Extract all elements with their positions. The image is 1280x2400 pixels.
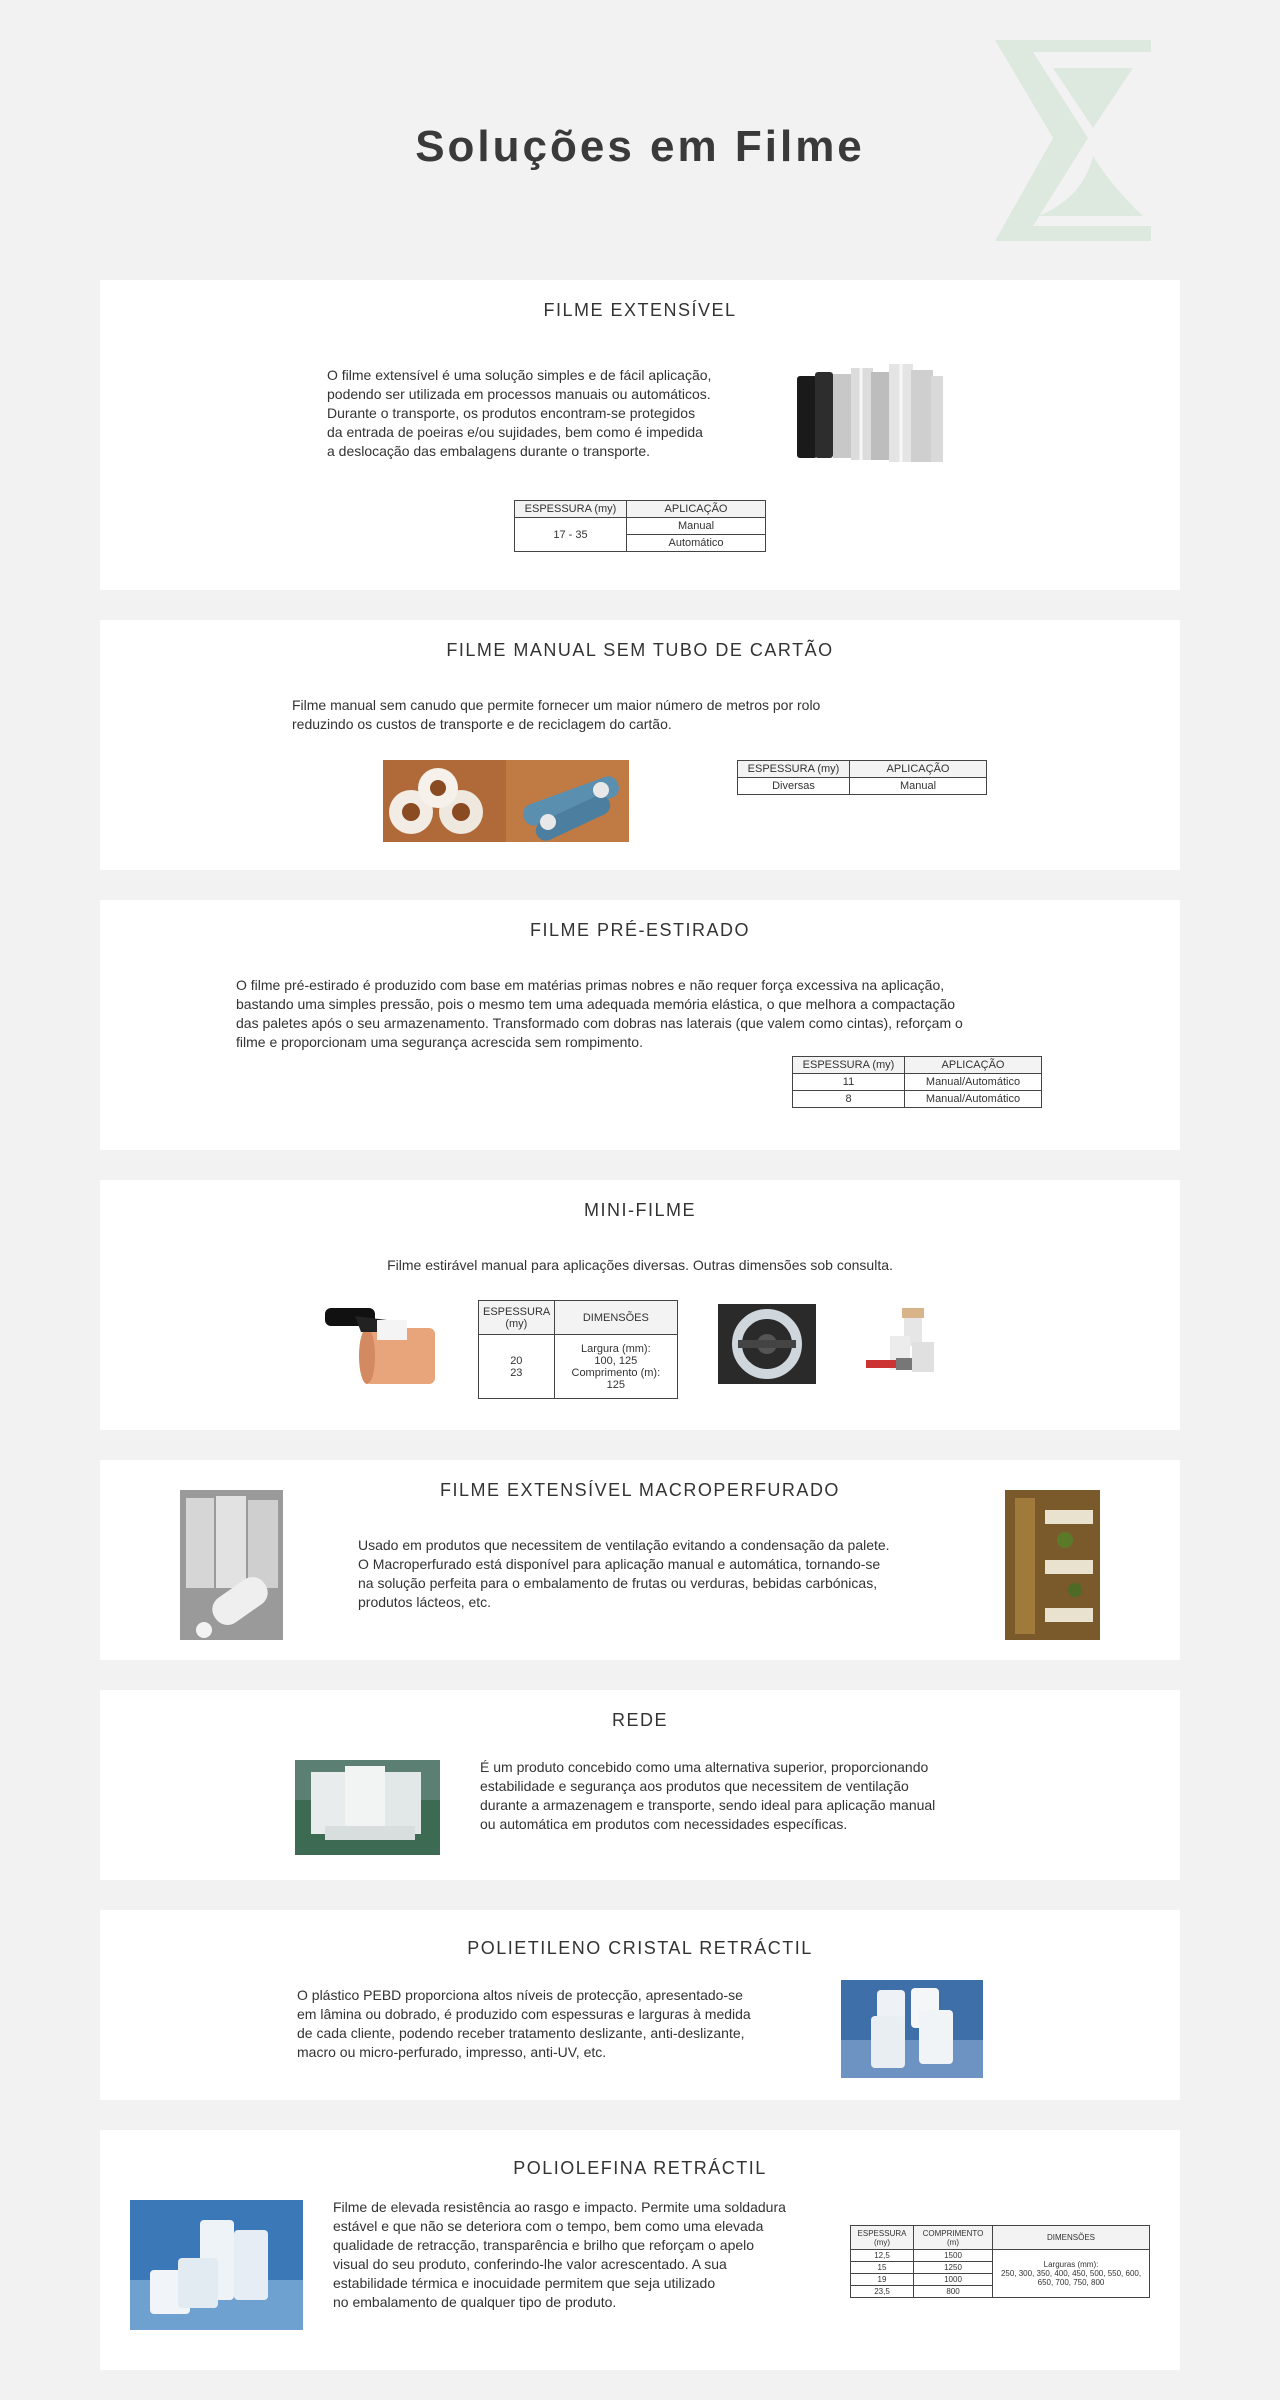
section-rede	[100, 1690, 1180, 1880]
table-cell: 17 - 35	[515, 518, 627, 552]
table-header: ESPESSURA (my)	[851, 2226, 914, 2250]
net-rolls-image	[295, 1760, 440, 1855]
table-cell: 1500	[914, 2250, 993, 2262]
table-cell: 15	[851, 2262, 914, 2274]
section-description: O filme pré-estirado é produzido com base em matérias primas nobres e não requer força excessiva na aplicação, bastando uma simples pressão, pois o mesmo tem uma adequada memória elástica, o que melhora a compactação das paletes após o seu armazenamento. Transformado com dobras nas laterais (que valem como cintas), reforçam o filme e proporcionam uma segurança acrescida sem rompimento.	[236, 977, 963, 1050]
spec-table	[478, 1300, 678, 1399]
table-cell: 800	[914, 2286, 993, 2298]
table-cell: Automático	[627, 535, 766, 552]
table-cell: 8	[793, 1091, 905, 1108]
section-description: É um produto concebido como uma alternativa superior, proporcionando estabilidade e segurança aos produtos que necessitem de ventilação durante a armazenagem e transporte, sendo ideal para aplicação manual ou automática em produtos com necessidades específicas.	[480, 1759, 936, 1832]
perforated-rolls-image	[180, 1490, 283, 1640]
table-header: DIMENSÕES	[554, 1301, 677, 1335]
section-title: FILME EXTENSÍVEL	[543, 300, 737, 320]
coreless-film-rolls-image	[383, 760, 629, 842]
table-header: DIMENSÕES	[993, 2226, 1150, 2250]
section-title: FILME EXTENSÍVEL MACROPERFURADO	[440, 1480, 840, 1500]
section-title: FILME PRÉ-ESTIRADO	[529, 920, 751, 940]
vegetable-pallet-image	[1005, 1490, 1100, 1640]
section-filme-extensivel	[100, 280, 1180, 590]
section-description: Usado em produtos que necessitem de ventilação evitando a condensação da palete. O Macroperfurado está disponível para aplicação manual e automática, tornando-se na solução perfeita para o embalamento de frutas ou verduras, bebidas carbónicas, produtos lácteos, etc.	[358, 1537, 890, 1610]
table-cell: 1000	[914, 2274, 993, 2286]
table-header: COMPRIMENTO (m)	[914, 2226, 993, 2250]
section-filme-macroperfurado	[100, 1460, 1180, 1660]
table-cell: Larguras (mm): 250, 300, 350, 400, 450, 500, 550, 600, 650, 700, 750, 800	[993, 2250, 1150, 2298]
spec-table	[850, 2225, 1150, 2298]
table-cell: 20 23	[479, 1335, 555, 1399]
page-title: Soluções em Filme	[415, 122, 865, 171]
section-description: Filme de elevada resistência ao rasgo e impacto. Permite uma soldadura estável e que não se deteriora com o tempo, bem como uma elevada qualidade de retracção, transparência e brilho que reforçam o apelo visual do seu produto, conferindo-lhe valor acrescentado. A sua estabilidade térmica e inocuidade permitem que seja utilizado no embalamento de qualquer tipo de produto.	[333, 2199, 786, 2310]
spec-table	[737, 760, 987, 795]
section-mini-filme	[100, 1180, 1180, 1430]
table-cell: 12,5	[851, 2250, 914, 2262]
table-cell: 11	[793, 1074, 905, 1091]
table-header: ESPESSURA (my)	[515, 501, 627, 518]
steering-wheel-wrap-image	[718, 1304, 816, 1384]
table-cell: Largura (mm): 100, 125 Comprimento (m): 125	[554, 1335, 677, 1399]
section-title: POLIETILENO CRISTAL RETRÁCTIL	[467, 1938, 813, 1958]
mini-film-hand-image	[325, 1298, 441, 1390]
table-header: ESPESSURA (my)	[479, 1301, 555, 1335]
stretch-film-rolls-image	[795, 362, 945, 464]
section-title: MINI-FILME	[584, 1200, 696, 1220]
table-cell: Manual	[627, 518, 766, 535]
table-header: APLICAÇÃO	[850, 761, 987, 778]
section-description: Filme estirável manual para aplicações diversas. Outras dimensões sob consulta.	[387, 1257, 893, 1273]
table-cell: 1250	[914, 2262, 993, 2274]
polyolefin-rolls-image	[130, 2200, 303, 2330]
section-description: O filme extensível é uma solução simples e de fácil aplicação, podendo ser utilizada em processos manuais ou automáticos. Durante o transporte, os produtos encontram-se protegidos da entrada de poeiras e/ou sujidades, bem como é impedida a deslocação das embalagens durante o transporte.	[327, 367, 712, 459]
table-cell: Manual/Automático	[905, 1074, 1042, 1091]
spec-table	[792, 1056, 1042, 1108]
table-cell: Manual/Automático	[905, 1091, 1042, 1108]
section-description: O plástico PEBD proporciona altos níveis de protecção, apresentado-se em lâmina ou dobrado, é produzido com espessuras e larguras à medida de cada cliente, podendo receber tratamento deslizante, anti-deslizante, macro ou micro-perfurado, impresso, anti-UV, etc.	[297, 1987, 751, 2060]
section-filme-pre-estirado	[100, 900, 1180, 1150]
table-header: ESPESSURA (my)	[793, 1057, 905, 1074]
table-header: APLICAÇÃO	[627, 501, 766, 518]
polyethylene-rolls-image	[841, 1980, 983, 2078]
table-cell: 23,5	[851, 2286, 914, 2298]
table-header: APLICAÇÃO	[905, 1057, 1042, 1074]
table-cell: Diversas	[738, 778, 850, 795]
section-filme-manual	[100, 620, 1180, 870]
mini-rolls-image	[862, 1306, 946, 1380]
section-poliolefina	[100, 2130, 1180, 2370]
table-header: ESPESSURA (my)	[738, 761, 850, 778]
section-description: Filme manual sem canudo que permite fornecer um maior número de metros por rolo reduzindo os custos de transporte e de reciclagem do cartão.	[292, 697, 821, 732]
table-cell: 19	[851, 2274, 914, 2286]
section-polietileno	[100, 1910, 1180, 2100]
section-title: FILME MANUAL SEM TUBO DE CARTÃO	[446, 640, 834, 660]
section-title: REDE	[611, 1710, 668, 1730]
table-cell: Manual	[850, 778, 987, 795]
spec-table	[514, 500, 766, 552]
section-title: POLIOLEFINA RETRÁCTIL	[513, 2158, 767, 2178]
